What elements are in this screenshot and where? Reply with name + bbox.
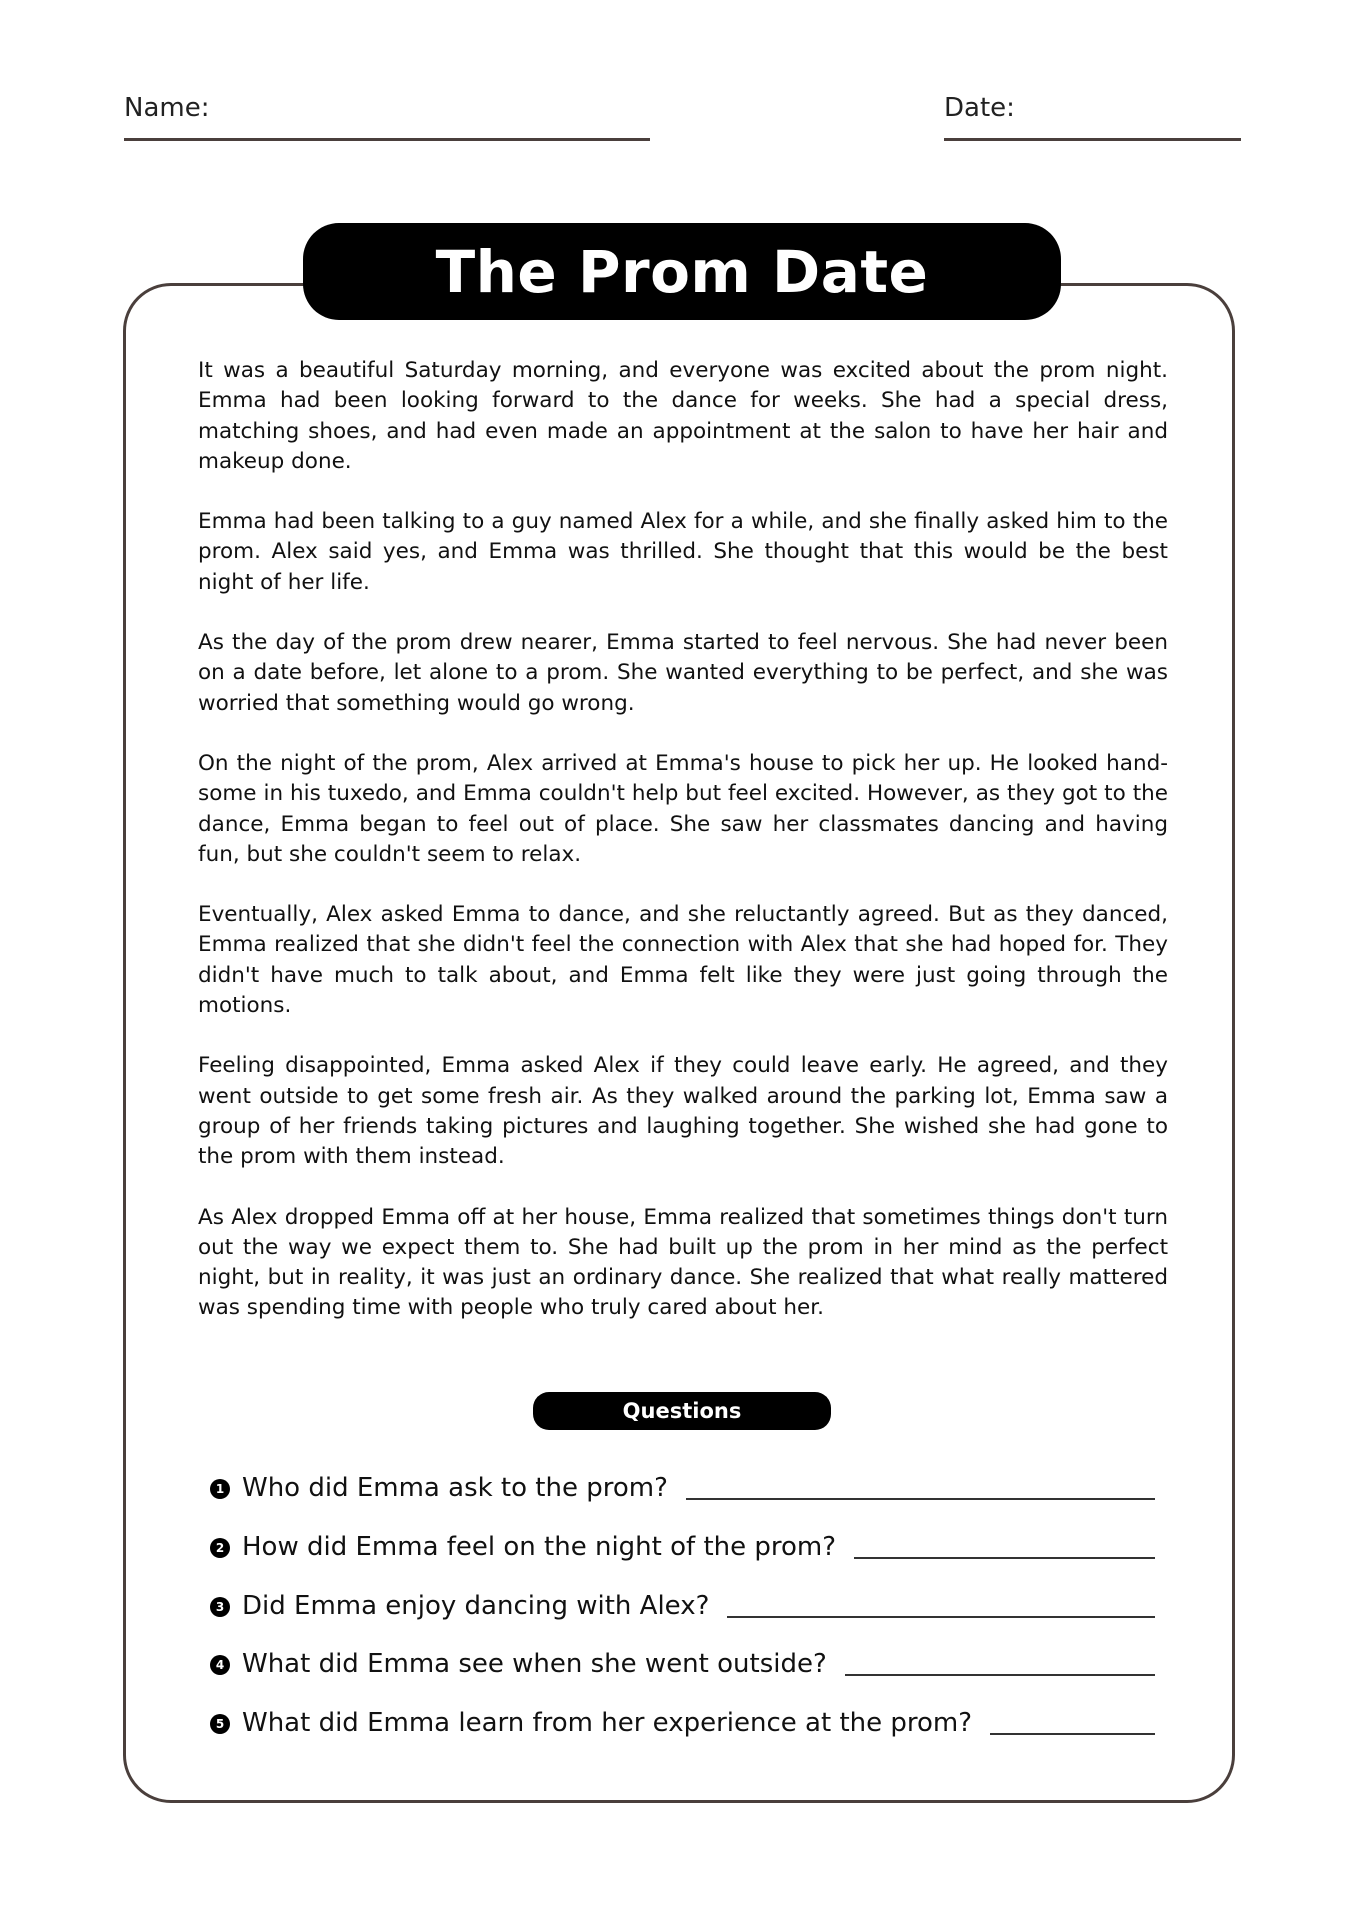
question-number-badge: 4	[210, 1655, 230, 1675]
question-number-badge: 3	[210, 1597, 230, 1617]
questions-heading: Questions	[533, 1392, 831, 1430]
question-number-badge: 5	[210, 1714, 230, 1734]
answer-line[interactable]	[845, 1674, 1155, 1676]
page-title: The Prom Date	[303, 223, 1061, 320]
question-text: Did Emma enjoy dancing with Alex?	[242, 1591, 710, 1621]
question-text: What did Emma see when she went outside?	[242, 1649, 827, 1679]
question-number-badge: 1	[210, 1479, 230, 1499]
story-paragraph: Eventually, Alex asked Emma to dance, and she reluctantly agreed. But as they danced, Emma realized that she didn't feel the connection with Alex that she had hoped for. They didn't have much to talk about, and Emma felt like they were just going through the motions.	[198, 902, 1168, 1019]
question-number-badge: 2	[210, 1538, 230, 1558]
answer-line[interactable]	[990, 1733, 1155, 1735]
answer-line[interactable]	[686, 1498, 1155, 1500]
story-paragraph: Feeling disappointed, Emma asked Alex if they could leave early. He agreed, and they went outside to get some fresh air. As they walked around the parking lot, Emma saw a group of her friends taking pictures and laughing together. She wished she had gone to the prom with them instead.	[198, 1053, 1168, 1170]
story-paragraph: Emma had been talking to a guy named Alex for a while, and she finally asked him to the prom. Alex said yes, and Emma was thrilled. She thought that this would be the best night of her life.	[198, 509, 1168, 595]
question-item	[210, 1467, 1155, 1507]
question-item	[210, 1643, 1155, 1683]
question-item	[210, 1585, 1155, 1625]
date-label: Date:	[944, 93, 1015, 123]
question-item	[210, 1702, 1155, 1742]
story-text	[198, 356, 1168, 1354]
answer-line[interactable]	[854, 1557, 1155, 1559]
name-label: Name:	[124, 93, 210, 123]
answer-line[interactable]	[727, 1616, 1155, 1618]
question-text: How did Emma feel on the night of the prom?	[242, 1532, 837, 1562]
date-field-line[interactable]	[944, 138, 1241, 141]
story-paragraph: As the day of the prom drew nearer, Emma started to feel nervous. She had never been on a date before, let alone to a prom. She wanted everything to be perfect, and she was worried that something would go wrong.	[198, 630, 1168, 716]
story-paragraph: On the night of the prom, Alex arrived at Emma's house to pick her up. He looked hand-some in his tuxedo, and Emma couldn't help but feel excited. However, as they got to the dance, Emma began to feel out of place. She saw her classmates dancing and having fun, but she couldn't seem to relax.	[198, 750, 1168, 867]
question-text: What did Emma learn from her experience at the prom?	[242, 1708, 973, 1738]
question-item	[210, 1526, 1155, 1566]
story-paragraph: It was a beautiful Saturday morning, and everyone was excited about the prom night. Emma had been looking forward to the dance for weeks. She had a special dress, matching shoes, and had even made an appointment at the salon to have her hair and makeup done.	[198, 358, 1168, 474]
question-text: Who did Emma ask to the prom?	[242, 1473, 668, 1503]
story-paragraph: As Alex dropped Emma off at her house, Emma realized that sometimes things don't turn out the way we expect them to. She had built up the prom in her mind as the perfect night, but in reality, it was just an ordinary dance. She realized that what really mattered was spending time with people who truly cared about her.	[198, 1204, 1168, 1321]
name-field-line[interactable]	[124, 138, 650, 141]
